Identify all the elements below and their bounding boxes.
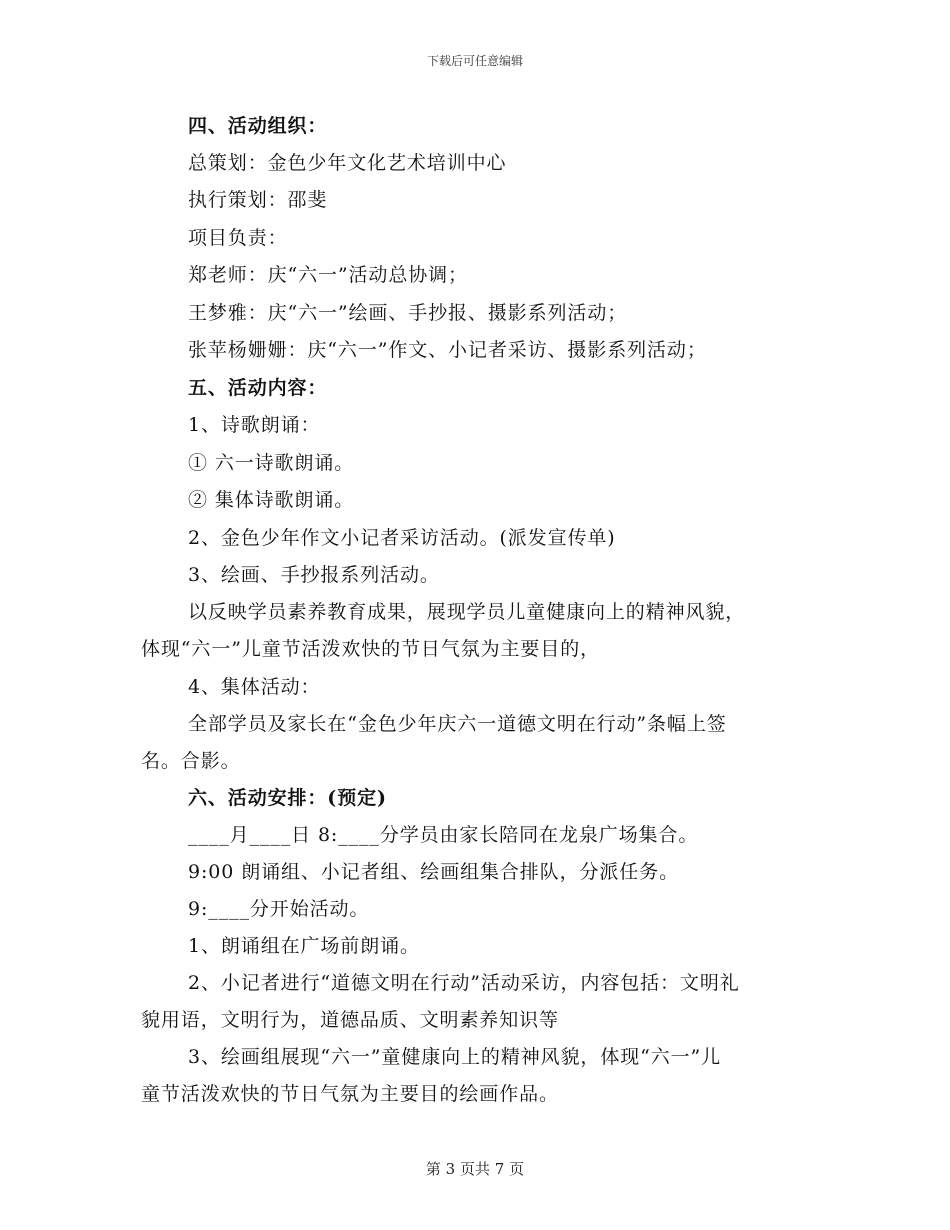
paragraph-line: 9:____分开始活动。	[188, 898, 370, 920]
paragraph-line: 张苹杨姗姗：庆“六一”作文、小记者采访、摄影系列活动；	[188, 339, 707, 361]
page-header: 下载后可任意编辑	[426, 54, 523, 68]
paragraph-line: 1、朗诵组在广场前朗诵。	[188, 935, 420, 957]
paragraph-line: 2、小记者进行“道德文明在行动”活动采访，内容包括：文明礼	[188, 972, 740, 994]
paragraph-line: 9:00 朗诵组、小记者组、绘画组集合排队，分派任务。	[188, 861, 680, 883]
paragraph-line: 以反映学员素养教育成果，展现学员儿童健康向上的精神风貌，	[188, 601, 746, 623]
paragraph-line: 总策划：金色少年文化艺术培训中心	[188, 152, 507, 174]
paragraph-line: 3、绘画组展现“六一”童健康向上的精神风貌，体现“六一”儿	[188, 1046, 722, 1068]
paragraph-line: ② 集体诗歌朗诵。	[188, 489, 355, 511]
paragraph-line: 4、集体活动：	[188, 676, 321, 698]
paragraph-line: 3、绘画、手抄报系列活动。	[188, 564, 440, 586]
page-number-footer: 第 3 页共 7 页	[425, 1160, 525, 1178]
paragraph-line: 王梦雅：庆“六一”绘画、手抄报、摄影系列活动；	[188, 302, 628, 324]
section-heading-schedule: 六、活动安排：(预定)	[188, 787, 387, 809]
paragraph-line: 貌用语，文明行为，道德品质、文明素养知识等	[141, 1009, 559, 1031]
section-heading-organization: 四、活动组织：	[188, 115, 328, 137]
paragraph-line: ① 六一诗歌朗诵。	[188, 452, 355, 474]
paragraph-line: 2、金色少年作文小记者采访活动。(派发宣传单)	[188, 527, 616, 549]
section-heading-content: 五、活动内容：	[188, 377, 328, 399]
paragraph-line: 全部学员及家长在“金色少年庆六一道德文明在行动”条幅上签	[188, 713, 727, 735]
paragraph-line: 名。合影。	[141, 750, 241, 772]
paragraph-line: 体现“六一”儿童节活泼欢快的节日气氛为主要目的，	[141, 638, 601, 660]
paragraph-line: 郑老师：庆“六一”活动总协调；	[188, 264, 468, 286]
paragraph-line: ____月____日 8:____分学员由家长陪同在龙泉广场集合。	[188, 824, 699, 846]
paragraph-line: 童节活泼欢快的节日气氛为主要目的绘画作品。	[141, 1083, 559, 1105]
paragraph-line: 1、诗歌朗诵：	[188, 414, 321, 436]
paragraph-line: 项目负责：	[188, 227, 288, 249]
paragraph-line: 执行策划：邵斐	[188, 189, 328, 211]
